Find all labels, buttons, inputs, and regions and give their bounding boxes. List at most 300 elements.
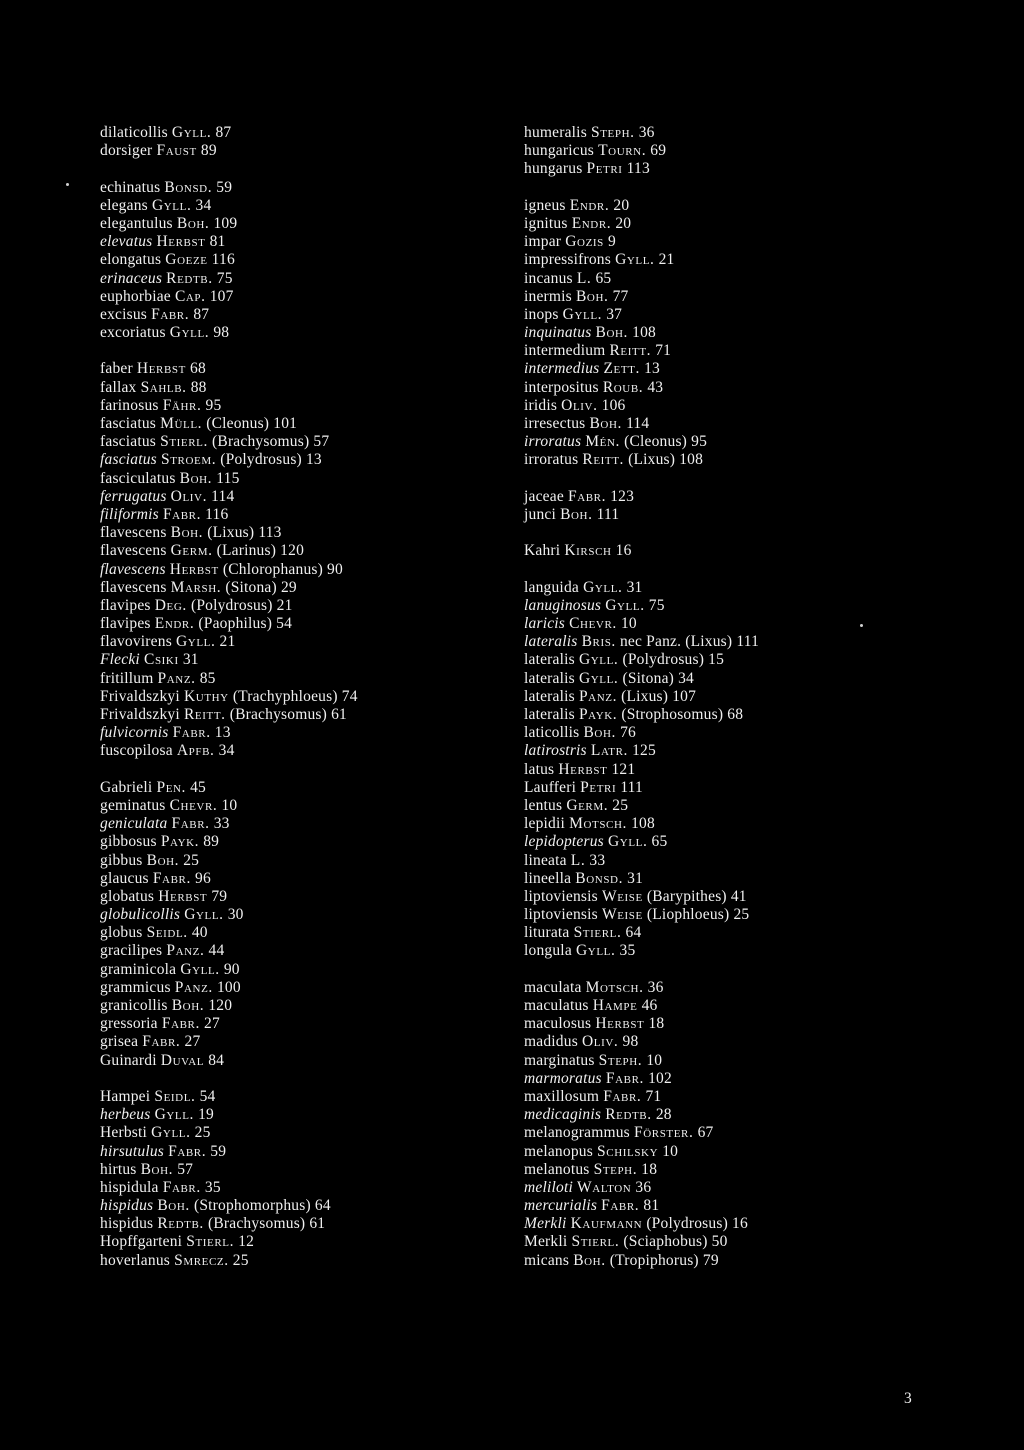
index-entry — [100, 470, 500, 488]
author-name: Roub. — [602, 378, 644, 396]
section-spacer — [524, 561, 944, 579]
author-name: Panz. — [166, 942, 205, 960]
page-reference: (Larinus) 120 — [216, 542, 305, 560]
species-name: fasciculatus — [100, 469, 176, 487]
species-name: lepidopterus — [524, 833, 604, 851]
index-entry — [524, 306, 944, 324]
page-reference: 98 — [622, 1033, 639, 1051]
species-name: euphorbiae — [100, 287, 171, 305]
page-reference: 106 — [601, 396, 626, 414]
page-reference: 10 — [662, 1142, 679, 1160]
index-entry — [100, 1197, 500, 1215]
page-reference: 34 — [195, 196, 212, 214]
species-name: marginatus — [524, 1051, 595, 1069]
index-entry — [100, 597, 500, 615]
species-name: maxillosum — [524, 1087, 600, 1105]
author-name: Duval — [160, 1051, 205, 1069]
author-name: Gyll. — [176, 633, 216, 651]
index-entry — [524, 1252, 944, 1270]
page-reference: 43 — [647, 378, 664, 396]
page-reference: (Barypithes) 41 — [646, 887, 747, 905]
page-number: 3 — [904, 1390, 912, 1407]
page-reference: 67 — [697, 1124, 714, 1142]
species-name: lanuginosus — [524, 596, 602, 614]
index-entry — [524, 342, 944, 360]
species-name: grammicus — [100, 978, 171, 996]
index-entry — [524, 670, 944, 688]
page-reference: 37 — [606, 305, 623, 323]
author-name: Zett. — [603, 360, 640, 378]
page-reference: 54 — [199, 1087, 216, 1105]
species-name: Frivaldszkyi — [100, 706, 180, 723]
page-reference: 31 — [182, 651, 199, 669]
index-entry — [524, 1215, 944, 1233]
species-name: fasciatus — [100, 433, 157, 451]
author-name: Seidl. — [146, 924, 188, 942]
species-name: lateralis — [524, 633, 578, 651]
index-entry — [100, 324, 500, 342]
species-name: marmoratus — [524, 1069, 602, 1087]
section-spacer — [524, 961, 944, 979]
author-name: Panz. — [174, 978, 213, 996]
page-reference: 64 — [625, 924, 642, 942]
page-reference: 16 — [615, 542, 632, 560]
author-name: Reitt. — [609, 342, 652, 360]
author-name: Müll. — [160, 415, 203, 432]
page-reference: 90 — [223, 960, 240, 978]
author-name: Herbst — [156, 233, 206, 251]
species-name: ignitus — [524, 214, 568, 232]
page-reference: (Lixus) 113 — [207, 524, 282, 542]
species-name: gracilipes — [100, 942, 163, 960]
species-name: elevatus — [100, 233, 153, 251]
species-name: irresectus — [524, 415, 586, 432]
index-entry — [524, 888, 944, 906]
author-name: Weise — [601, 887, 643, 905]
author-name: Mén. — [585, 433, 621, 451]
page-reference: (Sitona) 29 — [225, 578, 297, 596]
page-reference: 44 — [208, 942, 225, 960]
index-entry — [100, 1143, 500, 1161]
species-name: Merkli — [524, 1233, 568, 1251]
author-name: Fabr. — [172, 724, 211, 742]
author-name: Smrecz. — [174, 1251, 229, 1269]
page-reference: 84 — [208, 1051, 225, 1069]
page-reference: 81 — [209, 233, 226, 251]
species-name: globus — [100, 924, 143, 942]
index-entry — [524, 852, 944, 870]
page-reference: 120 — [208, 997, 233, 1014]
species-name: Merkli — [524, 1215, 567, 1233]
author-name: Petri — [580, 778, 617, 796]
index-entry — [524, 1106, 944, 1124]
species-name: maculosus — [524, 1015, 592, 1033]
index-entry — [524, 451, 944, 469]
author-name: Boh. — [140, 1160, 174, 1178]
page-reference: 65 — [651, 833, 668, 851]
species-name: hungaricus — [524, 142, 595, 160]
index-entry — [524, 1143, 944, 1161]
species-name: interpositus — [524, 378, 599, 396]
index-entry — [524, 742, 944, 760]
page-reference: 31 — [627, 869, 644, 887]
index-entry — [100, 651, 500, 669]
index-entry — [100, 433, 500, 451]
author-name: Gyll. — [605, 596, 645, 614]
species-name: fallax — [100, 378, 137, 396]
author-name: Boh. — [589, 415, 622, 432]
index-entry — [524, 360, 944, 378]
index-entry — [524, 1161, 944, 1179]
species-name: laricis — [524, 615, 566, 633]
index-entry — [100, 1179, 500, 1197]
species-name: meliloti — [524, 1178, 573, 1196]
index-entry — [524, 1070, 944, 1088]
index-entry — [524, 1052, 944, 1070]
page-reference: 12 — [238, 1233, 255, 1251]
page-reference: 85 — [199, 669, 216, 687]
index-column-right — [524, 124, 944, 1270]
author-name: Steph. — [593, 1160, 638, 1178]
page-reference: 89 — [203, 833, 220, 851]
page-reference: 46 — [641, 997, 658, 1014]
index-entry — [524, 542, 944, 560]
index-entry — [100, 215, 500, 233]
author-name: Panz. — [157, 669, 196, 687]
index-entry — [524, 215, 944, 233]
species-name: gibbus — [100, 851, 143, 869]
page-reference: 25 — [194, 1124, 211, 1142]
page-reference: 18 — [641, 1160, 658, 1178]
author-name: Redtb. — [166, 269, 213, 287]
author-name: Fabr. — [151, 305, 190, 323]
index-entry — [524, 761, 944, 779]
page-reference: 34 — [218, 742, 235, 760]
index-entry — [100, 870, 500, 888]
page-reference: 10 — [221, 796, 238, 814]
index-entry — [100, 270, 500, 288]
species-name: Gabrieli — [100, 778, 153, 796]
species-name: excoriatus — [100, 324, 166, 342]
index-entry — [524, 379, 944, 397]
page-reference: 98 — [213, 324, 230, 342]
species-name: lateralis — [524, 669, 575, 687]
index-entry — [524, 597, 944, 615]
author-name: Gyll. — [151, 1124, 191, 1142]
author-name: Petri — [586, 160, 623, 178]
species-name: excisus — [100, 305, 148, 323]
species-name: Kahri — [524, 542, 561, 560]
page-reference: (Cleonus) 101 — [206, 415, 298, 432]
species-name: igneus — [524, 196, 566, 214]
page-reference: 107 — [209, 287, 234, 305]
species-name: flavovirens — [100, 633, 172, 651]
page-reference: (Tropiphorus) 79 — [609, 1251, 719, 1269]
index-entry — [524, 997, 944, 1015]
species-name: longula — [524, 942, 572, 960]
species-name: echinatus — [100, 178, 161, 196]
page-reference: (Strophomorphus) 64 — [193, 1197, 331, 1215]
page-reference: 88 — [190, 378, 207, 396]
index-entry — [524, 142, 944, 160]
page-reference: 115 — [216, 469, 240, 487]
author-name: Gyll. — [169, 324, 210, 342]
author-name: Gyll. — [151, 196, 192, 214]
author-name: Gozis — [565, 233, 604, 251]
page-reference: 76 — [620, 724, 636, 742]
author-name: Steph. — [598, 1051, 643, 1069]
index-entry — [524, 270, 944, 288]
species-name: medicaginis — [524, 1106, 602, 1124]
index-entry — [100, 415, 500, 433]
page-reference: 20 — [615, 214, 632, 232]
index-entry — [524, 251, 944, 269]
author-name: Redtb. — [605, 1106, 652, 1124]
page-reference: (Strophosomus) 68 — [621, 706, 744, 723]
author-name: Faust — [156, 142, 197, 160]
section-spacer — [100, 342, 500, 360]
index-entry — [524, 779, 944, 797]
author-name: Boh. — [157, 1197, 190, 1215]
page-reference: 111 — [620, 778, 644, 796]
index-entry — [100, 1088, 500, 1106]
page-reference: 108 — [631, 815, 655, 833]
index-entry — [524, 1233, 944, 1251]
species-name: laticollis — [524, 724, 580, 742]
index-entry — [100, 524, 500, 542]
page-reference: 71 — [645, 1087, 662, 1105]
page-reference: 10 — [620, 615, 637, 633]
index-entry — [524, 506, 944, 524]
page-reference: 113 — [626, 160, 650, 178]
author-name: Stierl. — [571, 1233, 620, 1251]
author-name: Gyll. — [607, 833, 648, 851]
species-name: Laufferi — [524, 778, 577, 796]
page-reference: 25 — [232, 1251, 249, 1269]
author-name: Herbst — [595, 1015, 645, 1033]
author-name: Herbst — [158, 887, 208, 905]
index-entry — [100, 1033, 500, 1051]
page-reference: 111 — [596, 505, 620, 523]
index-entry — [524, 124, 944, 142]
author-name: Fabr. — [603, 1087, 642, 1105]
index-entry — [100, 1124, 500, 1142]
species-name: melanotus — [524, 1160, 590, 1178]
species-name: geminatus — [100, 796, 166, 814]
author-name: Weise — [601, 906, 643, 924]
author-name: Fabr. — [162, 1178, 201, 1196]
page-reference: (Brachysomus) 61 — [229, 706, 347, 723]
species-name: glaucus — [100, 869, 149, 887]
page-reference: 10 — [646, 1051, 663, 1069]
page-reference: 121 — [611, 760, 636, 778]
index-entry — [100, 506, 500, 524]
author-name: Gyll. — [184, 906, 224, 924]
index-entry — [524, 288, 944, 306]
author-name: Herbst — [136, 360, 186, 378]
species-name: flavescens — [100, 560, 166, 578]
author-name: Kirsch — [564, 542, 612, 560]
species-name: faber — [100, 360, 133, 378]
author-name: Stierl. — [186, 1233, 235, 1251]
page-reference: 28 — [655, 1106, 672, 1124]
author-name: Reitt. — [582, 451, 625, 469]
author-name: Cap. — [174, 287, 206, 305]
species-name: irroratus — [524, 433, 582, 451]
index-entry — [100, 397, 500, 415]
index-entry — [100, 124, 500, 142]
index-entry — [100, 961, 500, 979]
page-reference: 96 — [195, 869, 211, 887]
species-name: Frivaldszkyi — [100, 687, 180, 705]
species-name: irroratus — [524, 451, 579, 469]
page-reference: 89 — [200, 142, 217, 160]
species-name: flavipes — [100, 596, 151, 614]
species-name: fasciatus — [100, 451, 157, 469]
species-name: hispidus — [100, 1197, 154, 1215]
index-entry — [524, 1088, 944, 1106]
species-name: micans — [524, 1251, 570, 1269]
page-reference: 36 — [635, 1178, 652, 1196]
page-reference: (Liophloeus) 25 — [646, 906, 750, 924]
species-name: hispidula — [100, 1178, 159, 1196]
page-reference: nec Panz. (Lixus) 111 — [619, 633, 760, 651]
author-name: Fabr. — [168, 1142, 207, 1160]
page-reference: 30 — [227, 906, 244, 924]
page-reference: (Cleonus) 95 — [624, 433, 708, 451]
author-name: Gyll. — [171, 124, 212, 141]
index-entry — [100, 724, 500, 742]
species-name: lineata — [524, 851, 567, 869]
index-entry — [100, 488, 500, 506]
page-reference: 79 — [211, 887, 228, 905]
species-name: impar — [524, 233, 562, 251]
index-entry — [524, 1015, 944, 1033]
author-name: Apfb. — [176, 742, 215, 760]
page-reference: 114 — [626, 415, 650, 432]
page-reference: 65 — [595, 269, 612, 287]
author-name: L. — [570, 851, 586, 869]
species-name: farinosus — [100, 396, 159, 414]
page-reference: 31 — [626, 578, 643, 596]
index-entry — [100, 542, 500, 560]
author-name: Boh. — [595, 324, 629, 342]
author-name: Germ. — [566, 796, 609, 814]
species-name: graminicola — [100, 960, 177, 978]
index-entry — [100, 251, 500, 269]
index-entry — [524, 488, 944, 506]
author-name: Stierl. — [573, 924, 622, 942]
species-name: intermedius — [524, 360, 600, 378]
index-entry — [100, 142, 500, 160]
index-entry — [100, 615, 500, 633]
author-name: Boh. — [146, 851, 180, 869]
species-name: latus — [524, 760, 555, 778]
index-entry — [100, 888, 500, 906]
index-entry — [100, 360, 500, 378]
species-name: Herbsti — [100, 1124, 148, 1142]
species-name: dilaticollis — [100, 124, 168, 141]
index-entry — [100, 379, 500, 397]
index-entry — [100, 579, 500, 597]
author-name: Sahlb. — [140, 378, 187, 396]
species-name: inquinatus — [524, 324, 592, 342]
author-name: Kaufmann — [570, 1215, 643, 1233]
species-name: fuscopilosa — [100, 742, 173, 760]
author-name: Fähr. — [162, 396, 202, 414]
species-name: hoverlanus — [100, 1251, 171, 1269]
page-reference: 25 — [183, 851, 200, 869]
species-name: madidus — [524, 1033, 578, 1051]
species-name: inermis — [524, 287, 572, 305]
author-name: Gyll. — [615, 251, 655, 269]
species-name: ferrugatus — [100, 487, 167, 505]
author-name: Boh. — [583, 724, 616, 742]
page-reference: 59 — [210, 1142, 227, 1160]
author-name: Gyll. — [583, 578, 623, 596]
page-reference: 87 — [193, 305, 210, 323]
author-name: Schilsky — [597, 1142, 659, 1160]
page-reference: 21 — [658, 251, 675, 269]
page-reference: 116 — [211, 251, 235, 269]
author-name: Bonsd. — [164, 178, 213, 196]
page-reference: 77 — [612, 287, 629, 305]
species-name: elegans — [100, 196, 148, 214]
index-entry — [100, 561, 500, 579]
page-reference: 109 — [213, 214, 238, 232]
index-entry — [524, 924, 944, 942]
index-entry — [100, 779, 500, 797]
page-reference: 123 — [610, 487, 635, 505]
species-name: intermedium — [524, 342, 606, 360]
species-name: Guinardi — [100, 1051, 157, 1069]
page-reference: 75 — [216, 269, 233, 287]
page-reference: 27 — [204, 1015, 220, 1033]
index-entry — [524, 706, 944, 724]
species-name: maculata — [524, 978, 582, 996]
species-name: flavescens — [100, 542, 167, 560]
author-name: Motsch. — [569, 815, 628, 833]
index-entry — [100, 942, 500, 960]
index-entry — [100, 706, 500, 724]
index-entry — [100, 1215, 500, 1233]
author-name: Hampe — [592, 997, 638, 1014]
species-name: languida — [524, 578, 579, 596]
section-spacer — [100, 761, 500, 779]
index-entry — [524, 397, 944, 415]
page-reference: 21 — [219, 633, 236, 651]
section-spacer — [524, 470, 944, 488]
species-name: flavescens — [100, 524, 167, 542]
index-entry — [524, 1179, 944, 1197]
index-entry — [524, 833, 944, 851]
page-reference: 68 — [190, 360, 206, 378]
author-name: Germ. — [170, 542, 213, 560]
index-entry — [100, 852, 500, 870]
index-entry — [100, 997, 500, 1015]
index-entry — [524, 233, 944, 251]
author-name: Redtb. — [157, 1215, 204, 1233]
page-reference: (Polydrosus) 13 — [220, 451, 322, 469]
section-spacer — [100, 160, 500, 178]
page-reference: 35 — [204, 1178, 221, 1196]
author-name: Gyll. — [180, 960, 220, 978]
index-entry — [100, 1106, 500, 1124]
author-name: Herbst — [558, 760, 608, 778]
author-name: Csiki — [144, 651, 179, 669]
author-name: L. — [576, 269, 592, 287]
page-reference: (Brachysomus) 61 — [207, 1215, 326, 1233]
